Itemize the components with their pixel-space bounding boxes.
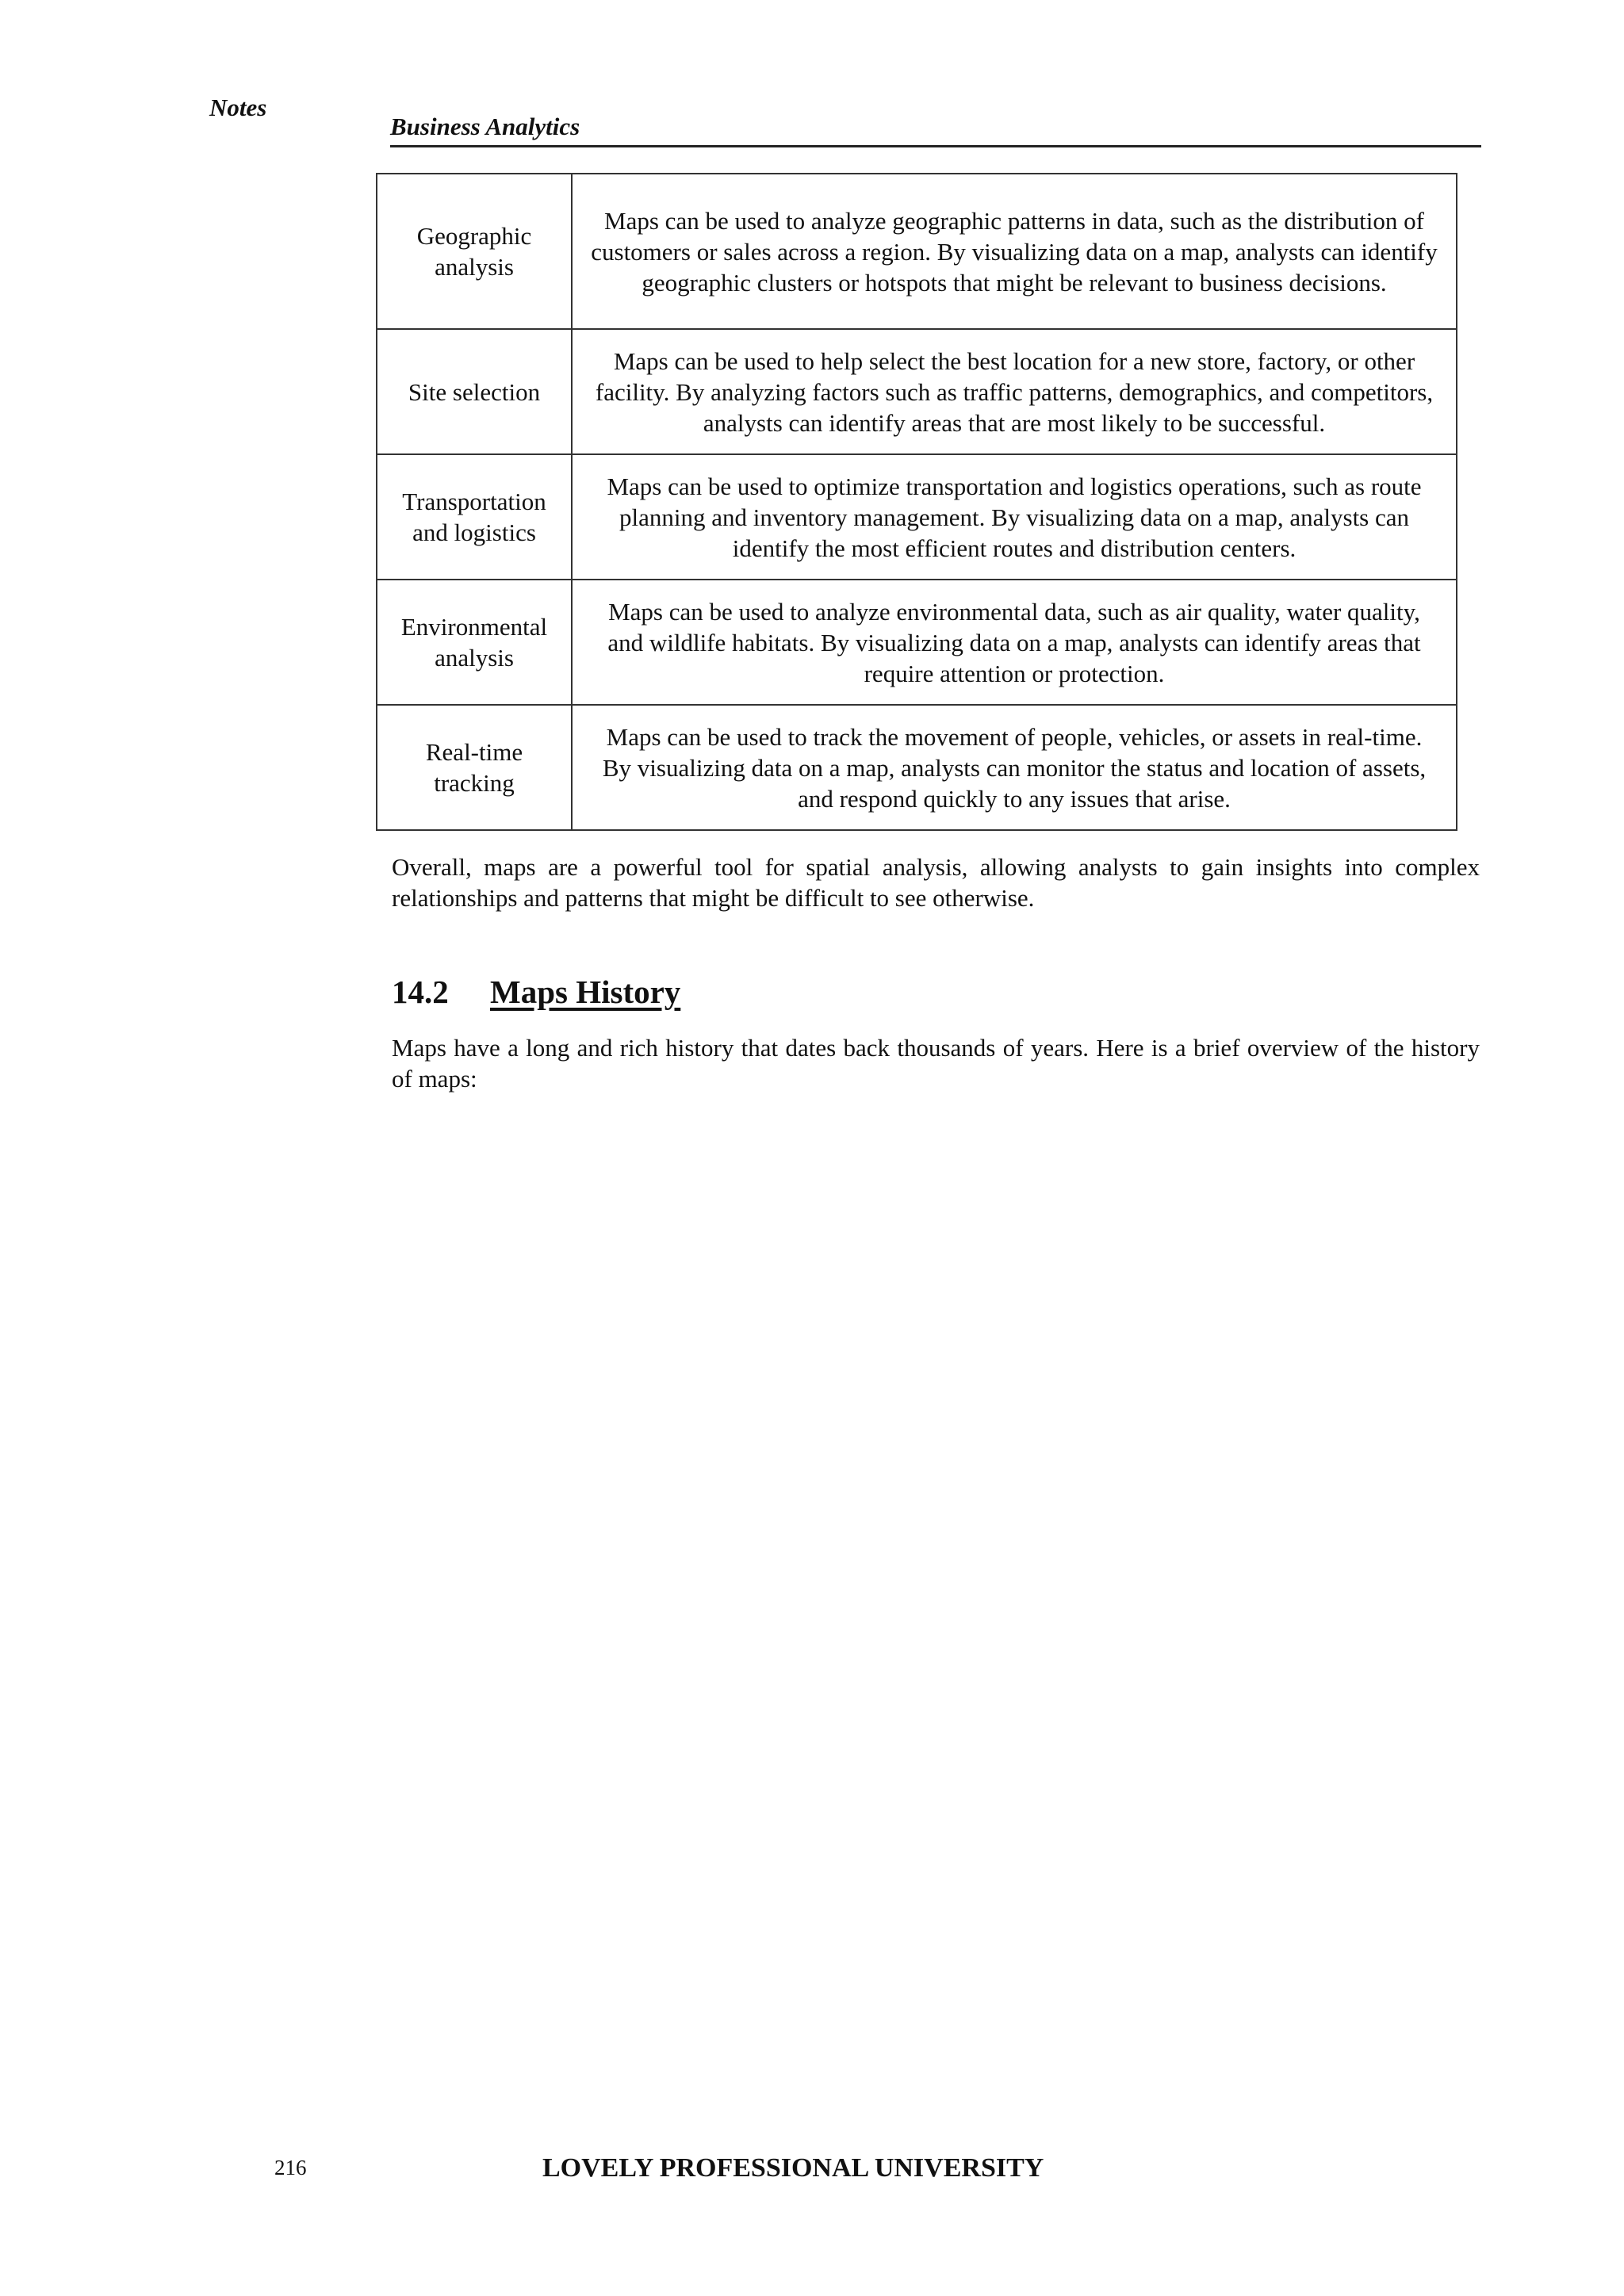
row-label: Transportation and logistics [377,454,572,580]
section-number: 14.2 [392,974,449,1010]
page-number: 216 [274,2156,307,2179]
row-description: Maps can be used to analyze geographic patterns in data, such as the distribution of customers or sales across a region. By visualizing data on a map, analysts can identify geographic clusters or hotspots that might be relevant to business decisions. [572,174,1457,329]
table-row [377,329,1457,454]
row-label: Environmental analysis [377,580,572,705]
row-label: Geographic analysis [377,174,572,329]
table-row [377,454,1457,580]
running-head: Business Analytics [390,113,580,140]
table-row [377,174,1457,329]
margin-notes-label: Notes [209,94,267,121]
section-intro-paragraph: Maps have a long and rich history that dates back thousands of years. Here is a brief overview of the history of maps: [392,1034,1480,1093]
row-label: Site selection [377,329,572,454]
table-row [377,705,1457,830]
table-row [377,580,1457,705]
footer-publisher: LOVELY PROFESSIONAL UNIVERSITY [542,2153,1044,2183]
map-uses-table [376,173,1457,831]
row-description: Maps can be used to optimize transportation and logistics operations, such as route planning and inventory management. By visualizing data on a map, analysts can identify the most efficient routes and distribution centers. [572,454,1457,580]
row-label: Real-time tracking [377,705,572,830]
section-title: Maps History [490,974,681,1010]
row-description: Maps can be used to analyze environmental data, such as air quality, water quality, and wildlife habitats. By visualizing data on a map, analysts can identify areas that require attention or protection. [572,580,1457,705]
row-description: Maps can be used to help select the best location for a new store, factory, or other facility. By analyzing factors such as traffic patterns, demographics, and competitors, analysts can identify areas that are most likely to be successful. [572,329,1457,454]
row-description: Maps can be used to track the movement of people, vehicles, or assets in real-time. By visualizing data on a map, analysts can monitor the status and location of assets, and respond quickly to any issues that arise. [572,705,1457,830]
header-rule [390,145,1481,147]
summary-paragraph: Overall, maps are a powerful tool for spatial analysis, allowing analysts to gain insights into complex relationships and patterns that might be difficult to see otherwise. [392,853,1480,912]
section-heading [392,972,680,1012]
